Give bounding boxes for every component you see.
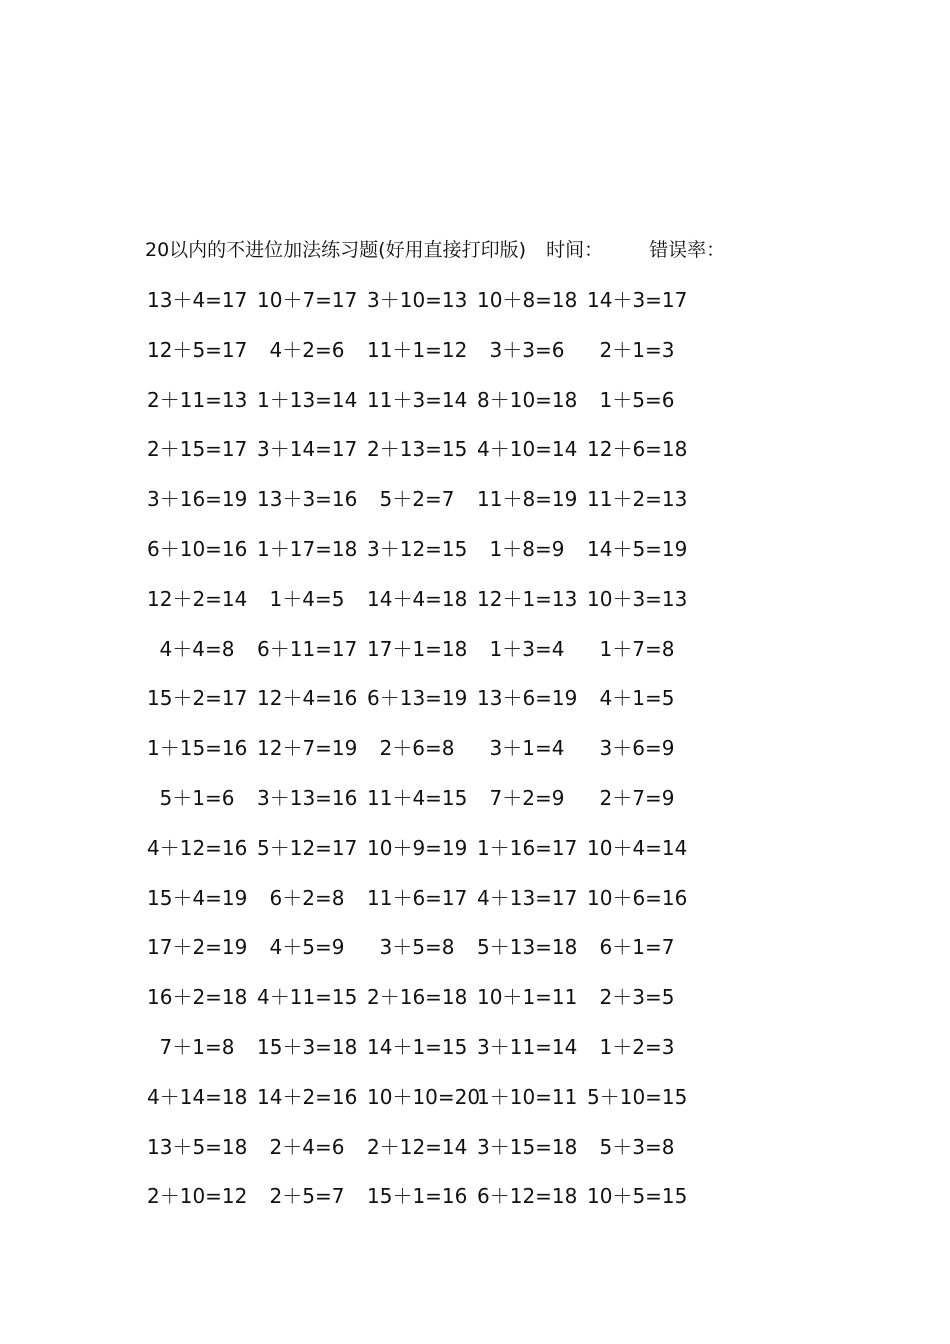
addition-problem: 5＋13=18 <box>477 935 578 960</box>
addition-problem: 12＋5=17 <box>147 337 248 362</box>
addition-problem: 2＋1=3 <box>599 337 675 362</box>
addition-problem: 2＋4=6 <box>269 1134 345 1159</box>
addition-problem: 2＋12=14 <box>367 1134 468 1159</box>
addition-problem: 14＋4=18 <box>367 586 468 611</box>
addition-problem: 3＋13=16 <box>257 785 358 810</box>
addition-problem: 11＋1=12 <box>367 337 468 362</box>
addition-problem: 2＋10=12 <box>147 1184 248 1209</box>
addition-problem: 16＋2=18 <box>147 985 248 1010</box>
addition-problem: 3＋3=6 <box>489 337 565 362</box>
addition-problem: 4＋11=15 <box>257 985 358 1010</box>
addition-problem: 4＋1=5 <box>599 686 675 711</box>
addition-problem: 12＋7=19 <box>257 736 358 761</box>
problem-row <box>145 983 745 1033</box>
addition-problem: 4＋5=9 <box>269 935 345 960</box>
addition-problem: 11＋2=13 <box>587 487 688 512</box>
addition-problem: 1＋10=11 <box>477 1084 578 1109</box>
problem-row <box>145 585 745 635</box>
addition-problem: 13＋5=18 <box>147 1134 248 1159</box>
addition-problem: 3＋6=9 <box>599 736 675 761</box>
addition-problem: 1＋8=9 <box>489 536 565 561</box>
addition-problem: 5＋1=6 <box>159 785 235 810</box>
addition-problem: 5＋12=17 <box>257 835 358 860</box>
addition-problem: 1＋17=18 <box>257 536 358 561</box>
addition-problem: 5＋3=8 <box>599 1134 675 1159</box>
addition-problem: 4＋10=14 <box>477 437 578 462</box>
problem-row <box>145 1083 745 1133</box>
addition-problem: 6＋11=17 <box>257 636 358 661</box>
addition-problem: 10＋7=17 <box>257 288 358 312</box>
addition-problem: 12＋6=18 <box>587 437 688 462</box>
addition-problem: 1＋5=6 <box>599 387 675 412</box>
addition-problem: 3＋11=14 <box>477 1034 578 1059</box>
addition-problem: 7＋1=8 <box>159 1034 235 1059</box>
addition-problem: 3＋15=18 <box>477 1134 578 1159</box>
problem-row <box>145 1033 745 1083</box>
problem-row <box>145 784 745 834</box>
problem-row <box>145 386 745 436</box>
addition-problem: 8＋10=18 <box>477 387 578 412</box>
addition-problem: 2＋6=8 <box>379 736 455 761</box>
addition-problem: 4＋4=8 <box>159 636 235 661</box>
addition-problem: 2＋16=18 <box>367 985 468 1010</box>
addition-problem: 5＋2=7 <box>379 487 455 512</box>
problem-row <box>145 734 745 784</box>
problem-row <box>145 834 745 884</box>
addition-problem: 11＋3=14 <box>367 387 468 412</box>
problem-row <box>145 684 745 734</box>
addition-problem: 7＋2=9 <box>489 785 565 810</box>
addition-problem: 10＋9=19 <box>367 835 468 860</box>
addition-problem: 17＋2=19 <box>147 935 248 960</box>
addition-problem: 10＋3=13 <box>587 586 688 611</box>
addition-problem: 10＋6=16 <box>587 885 688 910</box>
worksheet-header <box>145 236 725 264</box>
addition-problem: 2＋3=5 <box>599 985 675 1010</box>
addition-problem: 15＋4=19 <box>147 885 248 910</box>
worksheet-title: 20以内的不进位加法练习题(好用直接打印版) <box>145 239 527 261</box>
addition-problem: 2＋5=7 <box>269 1184 345 1209</box>
addition-problem: 6＋2=8 <box>269 885 345 910</box>
addition-problem: 2＋11=13 <box>147 387 248 412</box>
problem-row <box>145 884 745 934</box>
addition-problem: 10＋1=11 <box>477 985 578 1010</box>
addition-problem: 4＋12=16 <box>147 835 248 860</box>
addition-problem: 12＋2=14 <box>147 586 248 611</box>
addition-problem: 14＋5=19 <box>587 536 688 561</box>
addition-problem: 2＋15=17 <box>147 437 248 462</box>
addition-problem: 10＋5=15 <box>587 1184 688 1209</box>
problem-row <box>145 933 745 983</box>
addition-problem: 1＋16=17 <box>477 835 578 860</box>
addition-problem: 6＋10=16 <box>147 536 248 561</box>
problem-grid <box>145 286 745 1232</box>
addition-problem: 14＋3=17 <box>587 288 688 312</box>
addition-problem: 1＋13=14 <box>257 387 358 412</box>
addition-problem: 17＋1=18 <box>367 636 468 661</box>
addition-problem: 3＋12=15 <box>367 536 468 561</box>
addition-problem: 3＋10=13 <box>367 288 468 312</box>
addition-problem: 12＋1=13 <box>477 586 578 611</box>
addition-problem: 2＋7=9 <box>599 785 675 810</box>
addition-problem: 10＋8=18 <box>477 288 578 312</box>
addition-problem: 10＋4=14 <box>587 835 688 860</box>
addition-problem: 12＋4=16 <box>257 686 358 711</box>
problem-row <box>145 635 745 685</box>
addition-problem: 1＋15=16 <box>147 736 248 761</box>
problem-row <box>145 336 745 386</box>
addition-problem: 13＋4=17 <box>147 288 248 312</box>
addition-problem: 6＋12=18 <box>477 1184 578 1209</box>
addition-problem: 1＋7=8 <box>599 636 675 661</box>
addition-problem: 3＋16=19 <box>147 487 248 512</box>
addition-problem: 11＋6=17 <box>367 885 468 910</box>
problem-row <box>145 1133 745 1183</box>
problem-row <box>145 1182 745 1232</box>
addition-problem: 2＋13=15 <box>367 437 468 462</box>
addition-problem: 11＋4=15 <box>367 785 468 810</box>
addition-problem: 6＋13=19 <box>367 686 468 711</box>
addition-problem: 15＋2=17 <box>147 686 248 711</box>
problem-row <box>145 286 745 336</box>
addition-problem: 1＋3=4 <box>489 636 565 661</box>
problem-row <box>145 485 745 535</box>
addition-problem: 14＋2=16 <box>257 1084 358 1109</box>
addition-problem: 11＋8=19 <box>477 487 578 512</box>
time-label: 时间： <box>546 239 604 261</box>
addition-problem: 5＋10=15 <box>587 1084 688 1109</box>
problem-row <box>145 535 745 585</box>
addition-problem: 15＋1=16 <box>367 1184 468 1209</box>
addition-problem: 3＋14=17 <box>257 437 358 462</box>
problem-row <box>145 435 745 485</box>
addition-problem: 10＋10=20 <box>367 1084 481 1109</box>
addition-problem: 3＋1=4 <box>489 736 565 761</box>
addition-problem: 14＋1=15 <box>367 1034 468 1059</box>
addition-problem: 4＋14=18 <box>147 1084 248 1109</box>
addition-problem: 1＋4=5 <box>269 586 345 611</box>
addition-problem: 4＋13=17 <box>477 885 578 910</box>
addition-problem: 1＋2=3 <box>599 1034 675 1059</box>
addition-problem: 15＋3=18 <box>257 1034 358 1059</box>
addition-problem: 13＋3=16 <box>257 487 358 512</box>
addition-problem: 4＋2=6 <box>269 337 345 362</box>
addition-problem: 13＋6=19 <box>477 686 578 711</box>
addition-problem: 6＋1=7 <box>599 935 675 960</box>
addition-problem: 3＋5=8 <box>379 935 455 960</box>
error-rate-label: 错误率： <box>649 239 726 261</box>
